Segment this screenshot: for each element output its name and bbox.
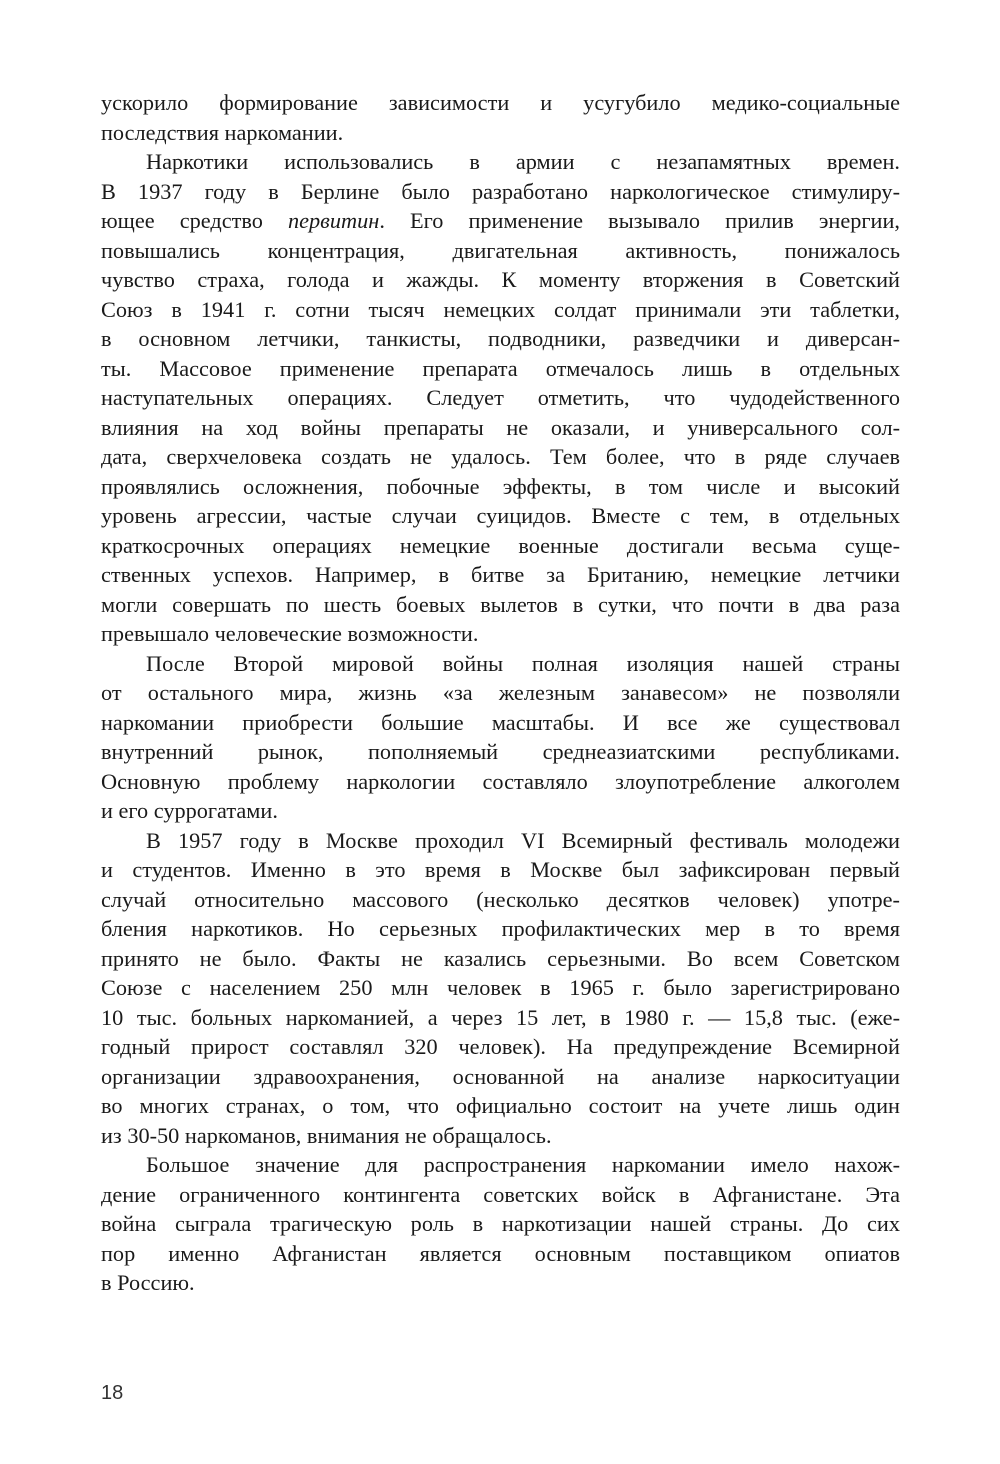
text-line: случай относительно массового (несколько десятков человек) употре-: [101, 886, 900, 912]
paragraph: [101, 826, 900, 1151]
text-line: влияния на ход войны препараты не оказали, и универсального сол-: [101, 414, 900, 440]
text-line: ты. Массовое применение препарата отмечалось лишь в отдельных: [101, 355, 900, 381]
text-line: внутренний рынок, пополняемый среднеазиатскими республиками.: [101, 739, 900, 764]
text-line: в Россию.: [101, 1270, 195, 1295]
paragraph: [101, 649, 900, 826]
text-line: После Второй мировой войны полная изоляция нашей страны: [146, 650, 900, 676]
text-line: ственных успехов. Например, в битве за Британию, немецкие летчики: [101, 562, 900, 587]
text-line: бления наркотиков. Но серьезных профилактических мер в то время: [101, 916, 900, 941]
text-line: пор именно Афганистан является основным поставщиком опиатов: [101, 1240, 900, 1266]
italic-term: первитин: [287, 208, 380, 233]
text-line: от остального мира, жизнь «за железным занавесом» не позволяли: [101, 680, 900, 705]
text-line: из 30-50 наркоманов, внимания не обращалось.: [101, 1122, 552, 1148]
paragraph: [101, 147, 900, 649]
text-line: последствия наркомании.: [101, 119, 344, 145]
text-line: и его суррогатами.: [101, 798, 278, 823]
text-line: Большое значение для распространения наркомании имело нахож-: [146, 1152, 900, 1177]
text-line: Союз в 1941 г. сотни тысяч немецких солдат принимали эти таблетки,: [101, 296, 900, 322]
text-line: наступательных операциях. Следует отметить, что чудодейственного: [101, 385, 900, 410]
text-line: принято не было. Факты не казались серьезными. Во всем Советском: [101, 945, 900, 971]
text-line: повышались концентрация, двигательная активность, понижалось: [101, 237, 900, 263]
text-line: уровень агрессии, частые случаи суицидов. Вместе с тем, в отдельных: [101, 503, 900, 528]
text-line: превышало человеческие возможности.: [101, 621, 479, 646]
text-line: краткосрочных операциях немецкие военные достигали весьма суще-: [101, 532, 900, 558]
text-line: Основную проблему наркологии составляло злоупотребление алкоголем: [101, 768, 900, 794]
text-segment: . Его применение вызывало прилив энергии,: [379, 208, 900, 233]
paragraph: [101, 1150, 900, 1298]
text-line: проявлялись осложнения, побочные эффекты, в том числе и высокий: [101, 473, 900, 499]
text-line: [101, 206, 900, 236]
text-segment: ющее средство: [101, 208, 288, 233]
text-line: чувство страха, голода и жажды. К моменту вторжения в Советский: [101, 267, 900, 292]
text-line: В 1937 году в Берлине было разработано наркологическое стимулиру-: [101, 178, 900, 204]
text-line: в основном летчики, танкисты, подводники, разведчики и диверсан-: [101, 326, 900, 351]
page-number: 18: [101, 1382, 124, 1404]
text-line: могли совершать по шесть боевых вылетов в сутки, что почти в два раза: [101, 591, 900, 617]
text-line: дата, сверхчеловека создать не удалось. Тем более, что в ряде случаев: [101, 444, 900, 469]
text-line: Наркотики использовались в армии с незапамятных времен.: [146, 149, 900, 174]
text-line: организации здравоохранения, основанной на анализе наркоситуации: [101, 1063, 900, 1089]
text-line: война сыграла трагическую роль в наркотизации нашей страны. До сих: [101, 1211, 900, 1236]
text-line: годный прирост составлял 320 человек). На предупреждение Всемирной: [101, 1034, 900, 1059]
text-line: дение ограниченного контингента советских войск в Афганистане. Эта: [101, 1181, 900, 1207]
text-line: и студентов. Именно в это время в Москве был зафиксирован первый: [101, 857, 900, 882]
text-line: наркомании приобрести большие масштабы. И все же существовал: [101, 709, 900, 735]
paragraph: [101, 88, 900, 147]
text-line: Союзе с населением 250 млн человек в 1965 г. было зарегистрировано: [101, 975, 900, 1000]
text-line: ускорило формирование зависимости и усугубило медико-социальные: [101, 90, 900, 115]
text-line: В 1957 году в Москве проходил VI Всемирный фестиваль молодежи: [146, 827, 900, 853]
text-line: 10 тыс. больных наркоманией, а через 15 лет, в 1980 г. — 15,8 тыс. (еже-: [101, 1004, 900, 1030]
page-body-text: [101, 88, 900, 1298]
text-line: во многих странах, о том, что официально состоит на учете лишь один: [101, 1093, 900, 1118]
